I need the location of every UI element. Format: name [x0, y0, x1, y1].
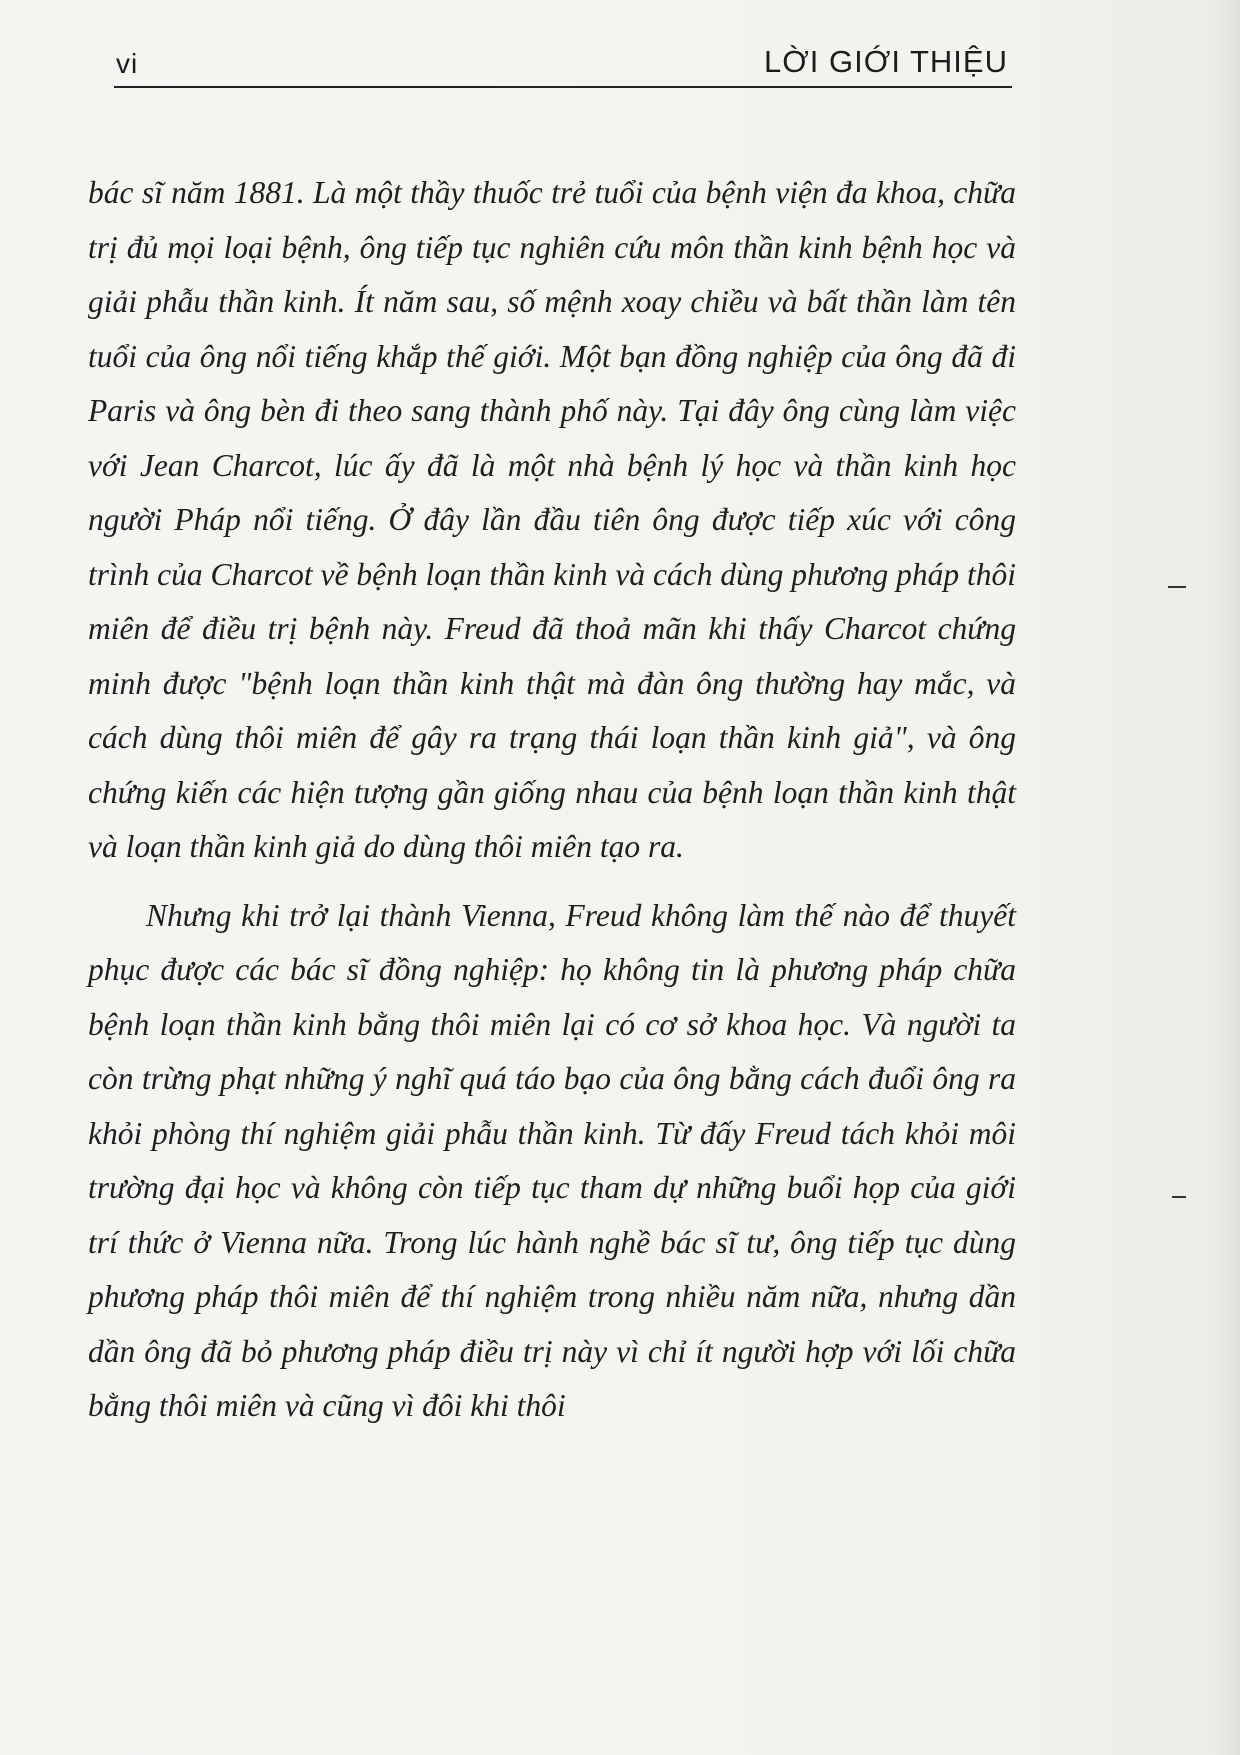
paragraph-1: bác sĩ năm 1881. Là một thầy thuốc trẻ tuổi của bệnh viện đa khoa, chữa trị đủ mọi loại bệnh, ông tiếp tục nghiên cứu môn thần kinh bệnh học và giải phẫu thần kinh. Ít năm sau, số mệnh xoay chiều và bất thần làm tên tuổi của ông nổi tiếng khắp thế giới. Một bạn đồng nghiệp của ông đã đi Paris và ông bèn đi theo sang thành phố này. Tại đây ông cùng làm việc với Jean Charcot, lúc ấy đã là một nhà bệnh lý học và thần kinh học người Pháp nổi tiếng. Ở đây lần đầu tiên ông được tiếp xúc với công trình của Charcot về bệnh loạn thần kinh và cách dùng phương pháp thôi miên để điều trị bệnh này. Freud đã thoả mãn khi thấy Charcot chứng minh được "bệnh loạn thần kinh thật mà đàn ông thường hay mắc, và cách dùng thôi miên để gây ra trạng thái loạn thần kinh giả", và ông chứng kiến các hiện tượng gần giống nhau của bệnh loạn thần kinh thật và loạn thần kinh giả do dùng thôi miên tạo ra.: [88, 175, 1016, 864]
margin-mark: [1168, 586, 1186, 588]
margin-mark: [1172, 1196, 1186, 1198]
running-header: [114, 40, 1012, 88]
body-text: [88, 166, 1016, 1434]
paragraph-2: Nhưng khi trở lại thành Vienna, Freud không làm thế nào để thuyết phục được các bác sĩ đồng nghiệp: họ không tin là phương pháp chữa bệnh loạn thần kinh bằng thôi miên lại có cơ sở khoa học. Và người ta còn trừng phạt những ý nghĩ quá táo bạo của ông bằng cách đuổi ông ra khỏi phòng thí nghiệm giải phẫu thần kinh. Từ đấy Freud tách khỏi môi trường đại học và không còn tiếp tục tham dự những buổi họp của giới trí thức ở Vienna nữa. Trong lúc hành nghề bác sĩ tư, ông tiếp tục dùng phương pháp thôi miên để thí nghiệm trong nhiều năm nữa, nhưng dần dần ông đã bỏ phương pháp điều trị này vì chỉ ít người hợp với lối chữa bằng thôi miên và cũng vì đôi khi thôi: [88, 897, 1016, 1423]
page-number: vi: [116, 48, 139, 79]
page-edge-shadow: [1214, 0, 1240, 1755]
chapter-title: LỜI GIỚI THIỆU: [763, 44, 1008, 79]
